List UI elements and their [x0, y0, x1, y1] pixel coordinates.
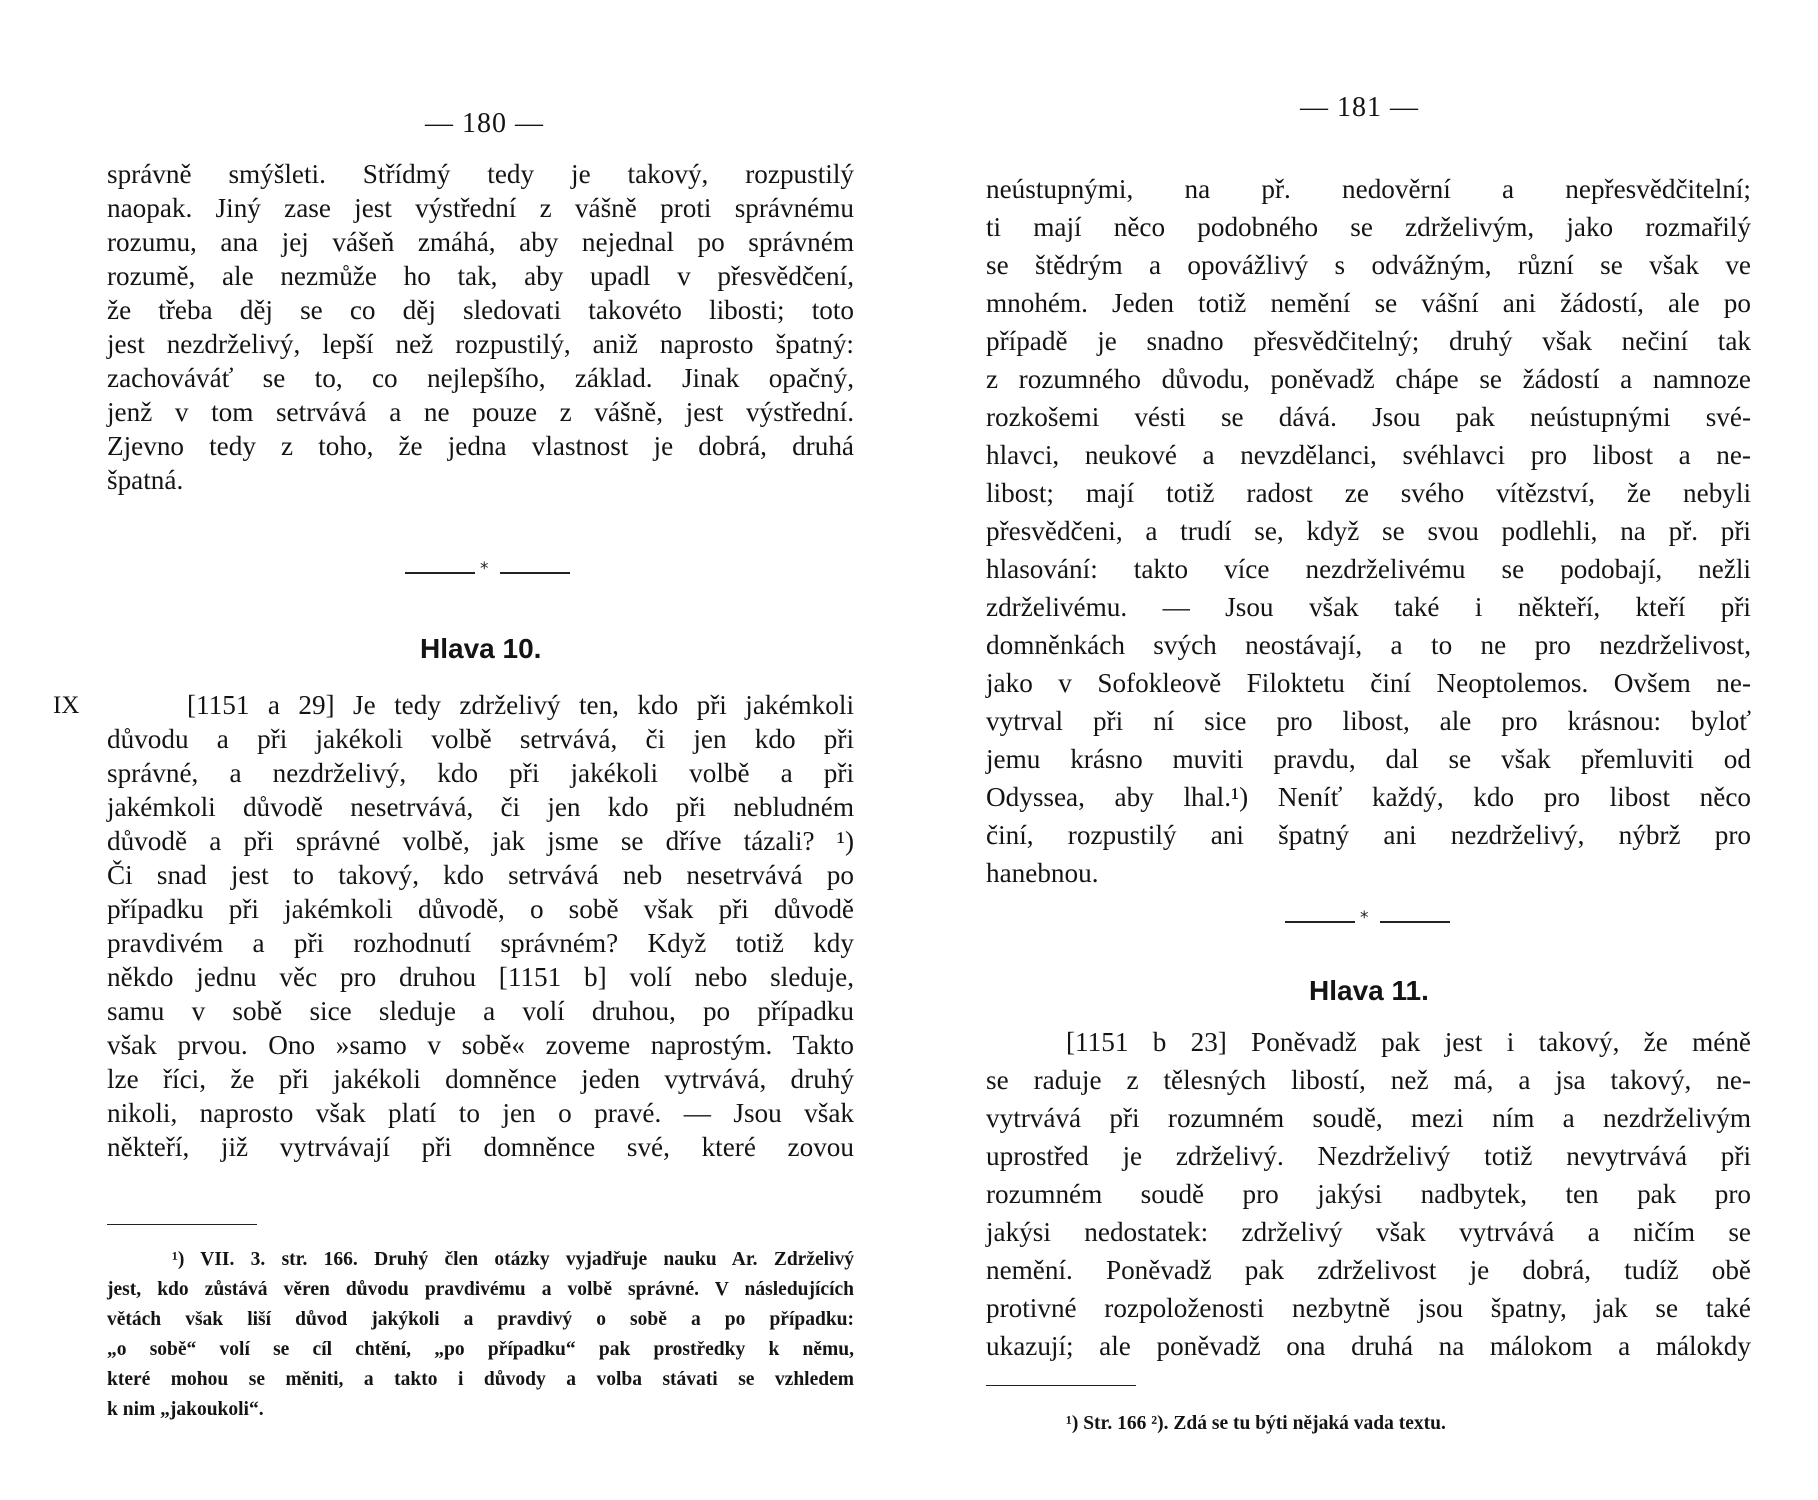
text-line: jakýsi nedostatek: zdrželivý však vytrvává a ničím se: [986, 1217, 1751, 1247]
text-line: ukazují; ale poněvadž ona druhá na málokom a málokdy: [986, 1331, 1751, 1361]
page-number: — 180 —: [425, 108, 544, 139]
text-line: někdo jednu věc pro druhou [1151 b] volí nebo sleduje,: [107, 962, 854, 992]
text-line: jenž v tom setrvává a ne pouze z vášně, jest výstřední.: [107, 397, 854, 427]
text-line: případku při jakémkoli důvodě, o sobě však při důvodě: [107, 894, 854, 924]
text-line: hlavci, neukové a nevzdělanci, svéhlavci pro libost a ne-: [986, 440, 1751, 470]
text-line: Či snad jest to takový, kdo setrvává neb nesetrvává po: [107, 860, 854, 890]
text-line: správně smýšleti. Střídmý tedy je takový, rozpustilý: [107, 159, 854, 189]
text-line: činí, rozpustilý ani špatný ani nezdrželivý, nýbrž pro: [986, 820, 1751, 850]
text-line: vytrvává při rozumném soudě, mezi ním a nezdrželivým: [986, 1103, 1751, 1133]
text-line: jemu krásno muviti pravdu, dal se však přemluviti od: [986, 744, 1751, 774]
text-line: pravdivém a při rozhodnutí správném? Když totiž kdy: [107, 928, 854, 958]
footnote-line: ¹) Str. 166 ²). Zdá se tu býti nějaká vada textu.: [1066, 1413, 1446, 1434]
text-line: rozumu, ana jej vášeň zmáhá, aby nejednal po správném: [107, 227, 854, 257]
text-line: vytrval při ní sice pro libost, ale pro krásnou: byloť: [986, 706, 1751, 736]
text-line: se raduje z tělesných libostí, než má, a jsa takový, ne-: [986, 1065, 1751, 1095]
text-line: nikoli, naprosto však platí to jen o pravé. — Jsou však: [107, 1098, 854, 1128]
footnote-rule: [986, 1385, 1136, 1386]
text-line: libost; mají totiž radost ze svého vítězství, že nebyli: [986, 478, 1751, 508]
text-line: jest nezdrželivý, lepší než rozpustilý, aniž naprosto špatný:: [107, 329, 854, 359]
asterisk-icon: *: [480, 559, 489, 579]
text-line: z rozumného důvodu, poněvadž chápe se žádostí a namnoze: [986, 364, 1751, 394]
text-line: rozumném soudě pro jakýsi nadbytek, ten pak pro: [986, 1179, 1751, 1209]
section-ornament: [1285, 908, 1451, 932]
text-line: jakémkoli důvodě nesetrvává, či jen kdo při nebludném: [107, 792, 854, 822]
text-line: samu v sobě sice sleduje a volí druhou, po případku: [107, 996, 854, 1026]
text-line: zdrželivému. — Jsou však také i někteří, kteří při: [986, 592, 1751, 622]
text-line: uprostřed je zdrželivý. Nezdrželivý totiž nevytrvává při: [986, 1141, 1751, 1171]
footnote-line: které mohou se měniti, a takto i důvody a volba stávati se vzhledem: [107, 1369, 854, 1390]
text-line: naopak. Jiný zase jest výstřední z vášně proti správnému: [107, 193, 854, 223]
footnote-rule: [107, 1224, 257, 1225]
text-line: Odyssea, aby lhal.¹) Neníť každý, kdo pro libost něco: [986, 782, 1751, 812]
text-line: hlasování: takto více nezdrželivému se podobají, nežli: [986, 554, 1751, 584]
text-line: domněnkách svých neostávají, a to ne pro nezdrželivost,: [986, 630, 1751, 660]
text-line: že třeba děj se co děj sledovati takovéto libosti; toto: [107, 295, 854, 325]
text-line: mnohém. Jeden totiž nemění se vášní ani žádostí, ale po: [986, 288, 1751, 318]
text-line: Zjevno tedy z toho, že jedna vlastnost je dobrá, druhá: [107, 431, 854, 461]
text-line: hanebnou.: [986, 858, 1099, 888]
section-ornament: [405, 559, 571, 583]
footnote-line: jest, kdo zůstává věren důvodu pravdivému a volbě správné. V následujících: [107, 1279, 854, 1300]
margin-book-number: IX: [53, 692, 80, 719]
footnote-line: větách však liší důvod jakýkoli a pravdivý o sobě a po případku:: [107, 1309, 854, 1330]
text-line: však prvou. Ono »samo v sobě« zoveme naprostým. Takto: [107, 1030, 854, 1060]
chapter-heading: Hlava 11.: [1309, 975, 1429, 1006]
text-line: ti mají něco podobného se zdrželivým, jako rozmařilý: [986, 212, 1751, 242]
footnote-line: „o sobě“ volí se cíl chtění, „po případku“ pak prostředky k němu,: [107, 1339, 854, 1360]
chapter-heading: Hlava 10.: [420, 633, 542, 664]
text-line: špatná.: [107, 465, 184, 495]
text-line: důvodu a při jakékoli volbě setrvává, či jen kdo při: [107, 724, 854, 754]
text-line: případě je snadno přesvědčitelný; druhý však nečiní tak: [986, 326, 1751, 356]
text-line: [1151 a 29] Je tedy zdrželivý ten, kdo při jakémkoli: [187, 690, 854, 720]
text-line: nemění. Poněvadž pak zdrželivost je dobrá, tudíž obě: [986, 1255, 1751, 1285]
text-line: přesvědčeni, a trudí se, když se svou podlehli, na př. při: [986, 516, 1751, 546]
text-line: někteří, již vytrvávají při domněnce své, které zovou: [107, 1132, 854, 1162]
footnote-line: k nim „jakoukoli“.: [107, 1399, 264, 1420]
text-line: zachováváť se to, co nejlepšího, základ. Jinak opačný,: [107, 363, 854, 393]
text-line: [1151 b 23] Poněvadž pak jest i takový, že méně: [1066, 1027, 1751, 1057]
text-line: jako v Sofokleově Filoktetu činí Neoptolemos. Ovšem ne-: [986, 668, 1751, 698]
text-line: rozkošemi vésti se dává. Jsou pak neústupnými své-: [986, 402, 1751, 432]
text-line: rozumě, ale nezmůže ho tak, aby upadl v přesvědčení,: [107, 261, 854, 291]
text-line: lze říci, že při jakékoli domněnce jeden vytrvává, druhý: [107, 1064, 854, 1094]
asterisk-icon: *: [1360, 908, 1369, 928]
footnote-line: ¹) VII. 3. str. 166. Druhý člen otázky vyjadřuje nauku Ar. Zdrželivý: [172, 1249, 854, 1270]
page-number: — 181 —: [1300, 92, 1419, 123]
text-line: protivné rozpoloženosti nezbytně jsou špatny, jak se také: [986, 1293, 1751, 1323]
text-line: správné, a nezdrželivý, kdo při jakékoli volbě a při: [107, 758, 854, 788]
text-line: důvodě a při správné volbě, jak jsme se dříve tázali? ¹): [107, 826, 854, 856]
text-line: se štědrým a opovážlivý s odvážným, různí se však ve: [986, 250, 1751, 280]
text-line: neústupnými, na př. nedověrní a nepřesvědčitelní;: [986, 174, 1751, 204]
